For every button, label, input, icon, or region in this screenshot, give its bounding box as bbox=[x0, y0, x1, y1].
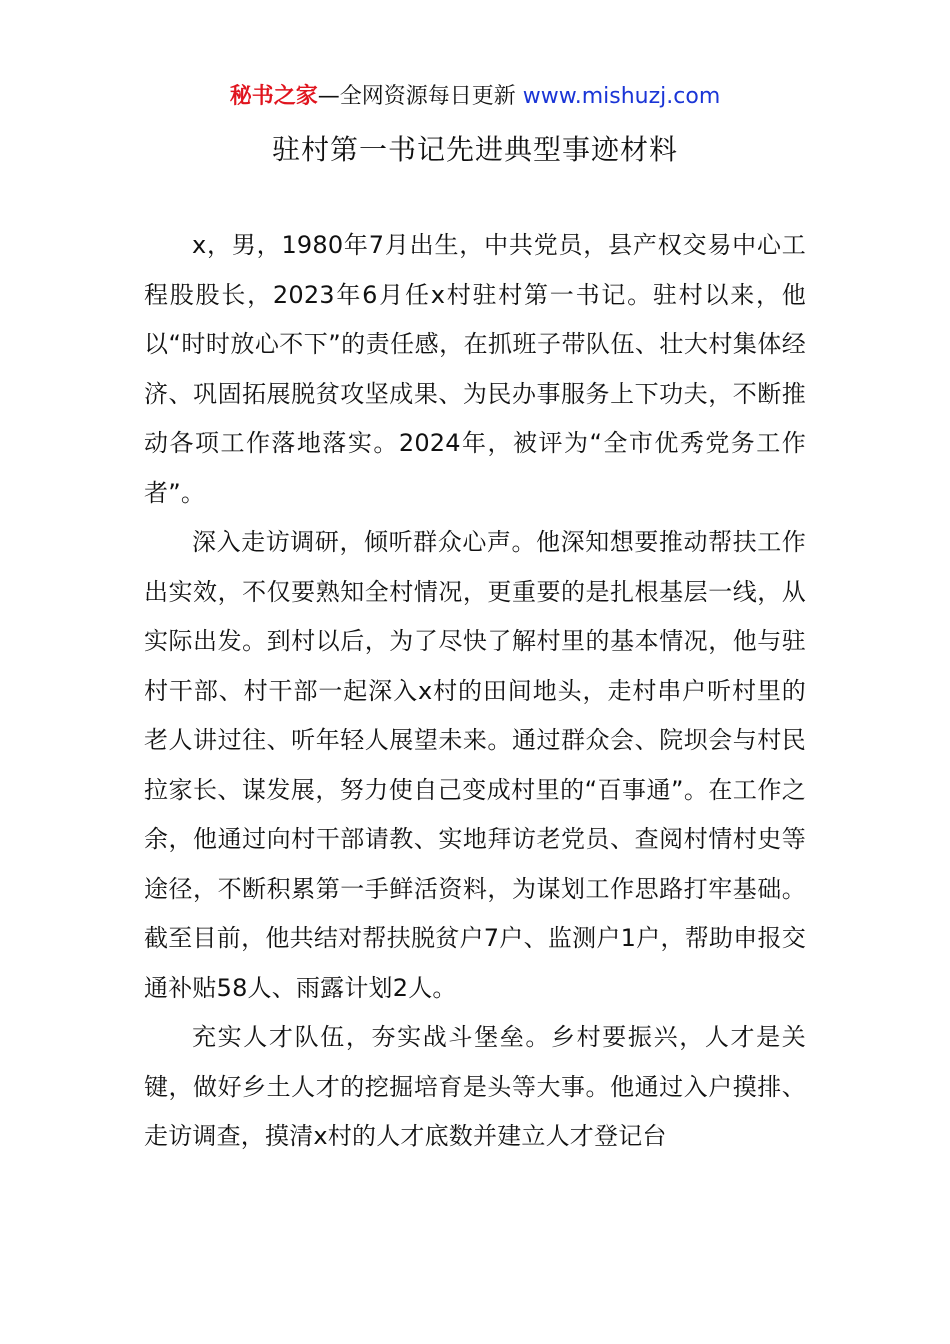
site-url-link[interactable]: www.mishuzj.com bbox=[522, 84, 721, 109]
site-brand: 秘书之家 bbox=[229, 84, 318, 109]
paragraph-intro: x，男，1980年7月出生，中共党员，县产权交易中心工程股股长，2023年6月任x村驻村第一书记。驻村以来，他以“时时放心不下”的责任感，在抓班子带队伍、壮大村集体经济、巩固拓展脱贫攻坚成果、为民办事服务上下功夫，不断推动各项工作落地落实。2024年，被评为“全市优秀党务工作者”。 bbox=[144, 231, 806, 507]
site-header bbox=[0, 80, 950, 114]
paragraph-research: 深入走访调研，倾听群众心声。他深知想要推动帮扶工作出实效，不仅要熟知全村情况，更重要的是扎根基层一线，从实际出发。到村以后，为了尽快了解村里的基本情况，他与驻村干部、村干部一起深入x村的田间地头，走村串户听村里的老人讲过往、听年轻人展望未来。通过群众会、院坝会与村民拉家长、谋发展，努力使自己变成村里的“百事通”。在工作之余，他通过向村干部请教、实地拜访老党员、查阅村情村史等途径，不断积累第一手鲜活资料，为谋划工作思路打牢基础。截至目前，他共结对帮扶脱贫户7户、监测户1户，帮助申报交通补贴58人、雨露计划2人。 bbox=[144, 528, 806, 1002]
site-tagline: —全网资源每日更新 bbox=[317, 84, 523, 109]
document-body bbox=[144, 221, 806, 1162]
document-title: 驻村第一书记先进典型事迹材料 bbox=[271, 133, 678, 166]
paragraph-talent: 充实人才队伍，夯实战斗堡垒。乡村要振兴，人才是关键，做好乡土人才的挖掘培育是头等大事。他通过入户摸排、走访调查，摸清x村的人才底数并建立人才登记台 bbox=[144, 1023, 806, 1150]
